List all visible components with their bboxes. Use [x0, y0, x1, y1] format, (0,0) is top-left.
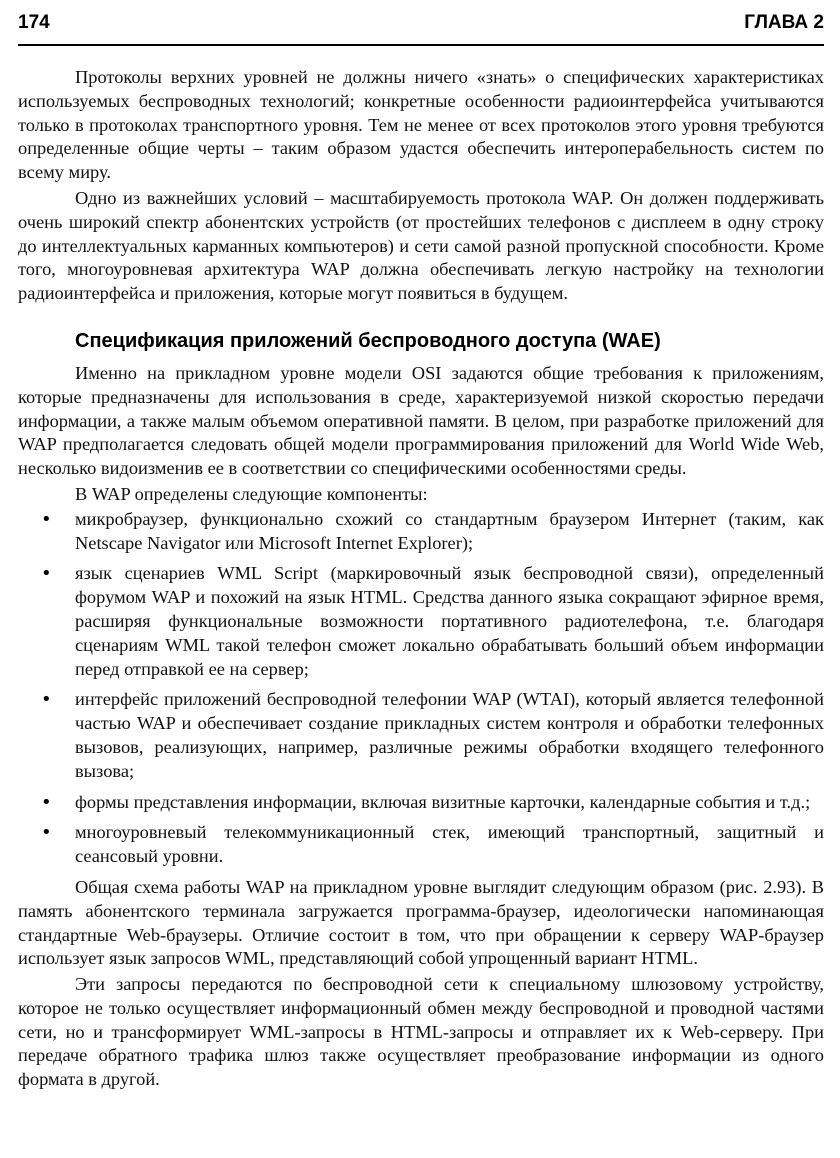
bullet-icon: • — [41, 689, 52, 711]
section-heading: Спецификация приложений беспроводного доступа (WAE) — [75, 329, 661, 352]
list-item-text: микробраузер, функционально схожий со стандартным браузером Интернет (таким, как Netscape Navigator или Microsoft Internet Explorer); — [75, 508, 824, 553]
section-paragraph-2: Общая схема работы WAP на прикладном уровне выглядит следующим образом (рис. 2.93). В память абонентского терминала загружается программа-браузер, идеологически напоминающая стандартные Web-браузеры. Отличие состоит в том, что при обращении к серверу WAP-браузер использует язык запросов WML, представляющий собой упрощенный вариант HTML. — [18, 876, 824, 969]
list-intro: В WAP определены следующие компоненты: — [75, 483, 428, 504]
list-item-text: язык сценариев WML Script (маркировочный язык беспроводной связи), определенный форумом WAP и похожий на язык HTML. Средства данного языка сокращают эфирное время, расширяя функциональные возможности портативного радиотелефона, т.е. благодаря сценариям WML такой телефон сможет локально обрабатывать больший объем информации перед отправкой ее на сервер; — [75, 563, 824, 679]
bullet-icon: • — [41, 563, 52, 585]
list-item — [18, 508, 824, 556]
intro-paragraph-1: Протоколы верхних уровней не должны ничего «знать» о специфических характеристиках используемых беспроводных технологий; конкретные особенности радиоинтерфейса учитываются только в протоколах транспортного уровня. Тем не менее от всех протоколов этого уровня требуются определенные общие черты – таким образом удастся обеспечить интероперабельность систем по всему миру. — [18, 67, 824, 183]
bullet-icon: • — [41, 822, 52, 844]
section-paragraph-1: Именно на прикладном уровне модели OSI задаются общие требования к приложениям, которые предназначены для использования в среде, характеризуемой низкой скоростью передачи информации, а также малым объемом оперативной памяти. В целом, при разработке приложений для WAP предполагается следовать общей модели программирования приложений для World Wide Web, несколько видоизменив ее в соответствии со специфическими особенностями среды. — [18, 362, 824, 479]
bullet-icon: • — [41, 791, 52, 813]
page-number: 174 — [18, 12, 50, 33]
page-body — [18, 66, 824, 1092]
components-list — [18, 508, 824, 869]
list-item — [18, 688, 824, 783]
list-item — [18, 562, 824, 681]
list-item-text: формы представления информации, включая визитные карточки, календарные события и т.д.; — [75, 791, 811, 812]
list-item-text: интерфейс приложений беспроводной телефонии WAP (WTAI), который является телефонной частью WAP и обеспечивает создание прикладных систем контроля и обработки телефонных вызовов, реализующих, например, различные режимы обработки входящего телефонного вызова; — [75, 689, 824, 781]
running-header — [18, 8, 824, 46]
intro-paragraph-2: Одно из важнейших условий – масштабируемость протокола WAP. Он должен поддерживать очень широкий спектр абонентских устройств (от простейших телефонов с дисплеем в одну строку до интеллектуальных карманных компьютеров) и сети самой разной пропускной способности. Кроме того, многоуровневая архитектура WAP должна обеспечивать легкую настройку на технологии радиоинтерфейса и приложения, которые могут появиться в будущем. — [18, 187, 824, 304]
chapter-title: ГЛАВА 2 — [744, 12, 824, 33]
bullet-icon: • — [41, 508, 52, 530]
list-item-text: многоуровневый телекоммуникационный стек, имеющий транспортный, защитный и сеансовый уровни. — [75, 822, 824, 867]
section-paragraph-3: Эти запросы передаются по беспроводной сети к специальному шлюзовому устройству, которое не только осуществляет информационный обмен между беспроводной и проводной частями сети, но и трансформирует WML-запросы в HTML-запросы и отправляет их к Web-серверу. При передаче обратного трафика шлюз также осуществляет преобразование информации из одного формата в другой. — [18, 974, 824, 1090]
list-item — [18, 821, 824, 869]
list-item — [18, 791, 824, 815]
